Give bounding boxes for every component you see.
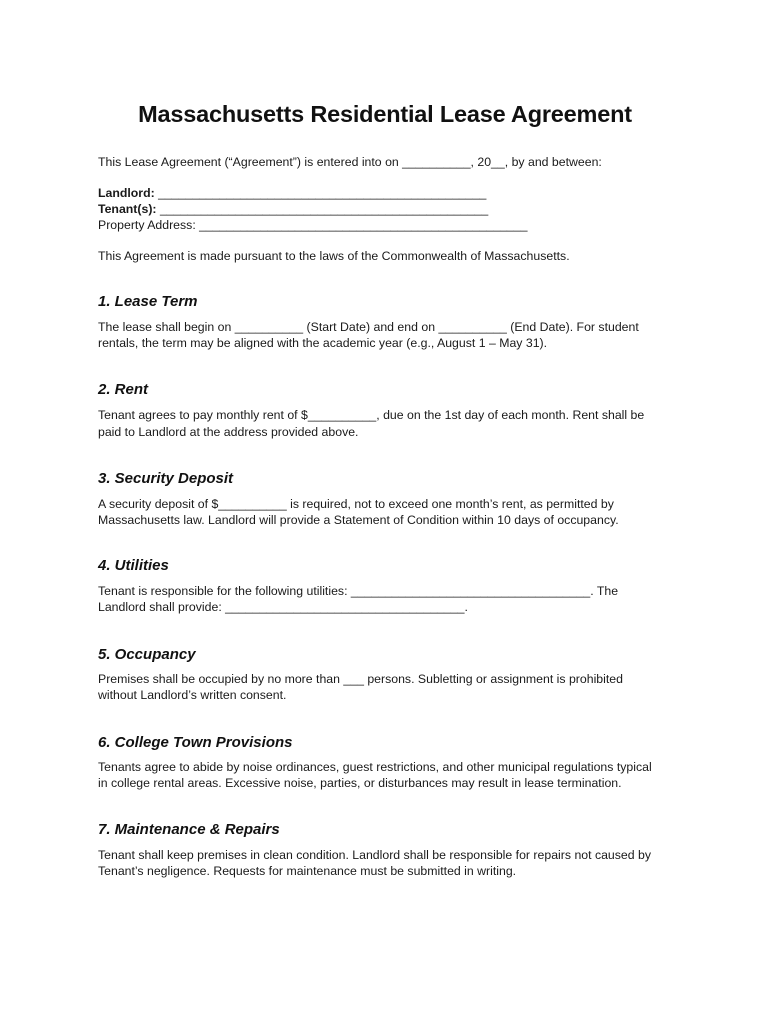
section-heading-lease-term: 1. Lease Term <box>98 293 198 310</box>
section-heading-utilities: 4. Utilities <box>98 557 169 574</box>
tenant-field <box>98 201 678 217</box>
section-text-line: Landlord shall provide: ___________________________________. <box>98 600 468 614</box>
section-heading-security-deposit: 3. Security Deposit <box>98 470 234 487</box>
landlord-blank: ________________________________________________ <box>154 186 487 200</box>
landlord-label: Landlord: <box>98 186 155 200</box>
section-text-line: Tenants agree to abide by noise ordinances, guest restrictions, and other municipal regulations typical <box>98 760 652 774</box>
pursuant-paragraph: This Agreement is made pursuant to the laws of the Commonwealth of Massachusetts. <box>98 249 570 263</box>
section-heading-college-town-provisions: 6. College Town Provisions <box>98 734 293 751</box>
section-text-line: Tenant agrees to pay monthly rent of $__________, due on the 1st day of each month. Rent shall be <box>98 408 645 422</box>
section-heading-rent: 2. Rent <box>98 381 149 398</box>
property-address-field <box>98 217 678 233</box>
intro-paragraph: This Lease Agreement (“Agreement”) is entered into on __________, 20__, by and between: <box>98 155 602 169</box>
section-text-line: rentals, the term may be aligned with the academic year (e.g., August 1 – May 31). <box>98 336 548 350</box>
property-address-blank: ________________________________________________ <box>195 218 528 232</box>
section-text-line: without Landlord’s written consent. <box>98 688 287 702</box>
section-text-line: Tenant’s negligence. Requests for maintenance must be submitted in writing. <box>98 864 517 878</box>
section-text-line: Tenant shall keep premises in clean condition. Landlord shall be responsible for repairs not caused by <box>98 848 652 862</box>
section-text-line: in college rental areas. Excessive noise, parties, or disturbances may result in lease termination. <box>98 776 622 790</box>
section-text-line: Tenant is responsible for the following utilities: ___________________________________. The <box>98 584 619 598</box>
section-text-line: A security deposit of $__________ is required, not to exceed one month’s rent, as permitted by <box>98 497 614 511</box>
section-text-line: Premises shall be occupied by no more than ___ persons. Subletting or assignment is prohibited <box>98 672 623 686</box>
landlord-field <box>98 185 678 201</box>
document-title: Massachusetts Residential Lease Agreement <box>138 101 632 127</box>
property-address-label: Property Address: <box>98 218 196 232</box>
section-heading-maintenance-repairs: 7. Maintenance & Repairs <box>98 821 280 838</box>
tenant-label: Tenant(s): <box>98 202 157 216</box>
section-heading-occupancy: 5. Occupancy <box>98 646 196 663</box>
section-text-line: The lease shall begin on __________ (Start Date) and end on __________ (End Date). For student <box>98 320 639 334</box>
section-text-line: Massachusetts law. Landlord will provide a Statement of Condition within 10 days of occupancy. <box>98 513 619 527</box>
section-text-line: paid to Landlord at the address provided above. <box>98 425 359 439</box>
tenant-blank: ________________________________________________ <box>156 202 489 216</box>
